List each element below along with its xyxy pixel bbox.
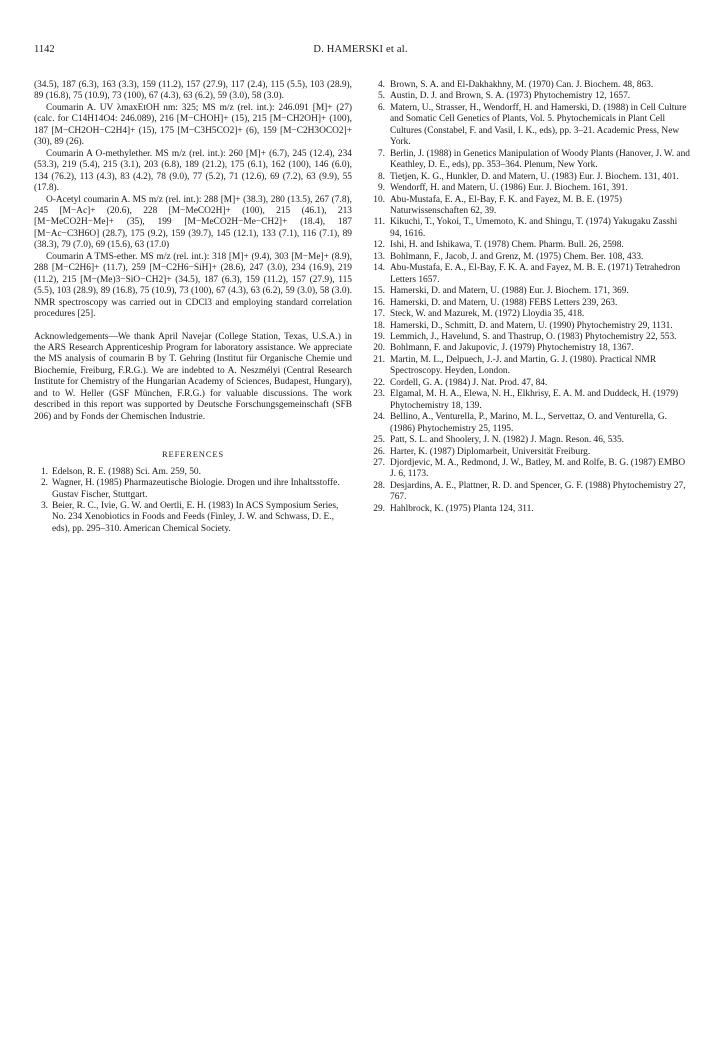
reference-text: Berlin, J. (1988) in Genetics Manipulation of Woody Plants (Hanover, J. W. and Keathley, D. E., eds), pp. 353–364. Plenum, New York. (390, 148, 690, 171)
reference-item (370, 240, 690, 251)
reference-item (370, 412, 690, 435)
reference-text: Edelson, R. E. (1988) Sci. Am. 259, 50. (52, 466, 201, 477)
reference-text: Bellino, A., Venturella, P., Marino, M. L., Servettaz, O. and Venturella, G. (1986) Phytochemistry 25, 1195. (390, 412, 667, 434)
reference-text: Lemmich, J., Havelund, S. and Thastrup, O. (1983) Phytochemistry 22, 553. (390, 331, 677, 342)
reference-text: Austin, D. J. and Brown, S. A. (1973) Phytochemistry 12, 1657. (390, 91, 631, 102)
reference-item (34, 478, 352, 501)
reference-item (370, 91, 690, 102)
reference-text: Hamerski, D. and Matern, U. (1988) Eur. J. Biochem. 171, 369. (390, 286, 629, 297)
reference-text: Matern, U., Strasser, H., Wendorff, H. and Hamerski, D. (1988) in Cell Culture and Somatic Cell Genetics of Plants, Vol. 5. Phytochemicals in Plant Cell Cultures (Constabel, F. and Vasil, I. K., eds), pp. 3–21. Academic Press, New York. (390, 102, 687, 148)
reference-number: 9. (377, 183, 385, 194)
reference-number: 11. (373, 217, 385, 228)
reference-item (370, 355, 690, 378)
reference-number: 28. (373, 480, 385, 491)
body-paragraph: O-Acetyl coumarin A. MS m/z (rel. int.): 288 [M]+ (38.3), 280 (13.5), 267 (7.8), 245 [M−Ac]+ (20.6), 228 [M−MeCO2H]+ (100), 215 (46.1), 213 [M−MeCO2H−Me]+ (35), 199 [M−MeCO2H−Me−CH2]+ (18.4), 187 [M−Ac−C3H6O] (28.7), 175 (9.2), 159 (39.7), 145 (12.1), 133 (7.1), 116 (7.1), 89 (38.3), 79 (7.0), 69 (15.6), 63 (17.0) (34, 194, 352, 251)
reference-item (370, 343, 690, 354)
reference-item (370, 309, 690, 320)
reference-number: 26. (373, 446, 385, 457)
reference-number: 20. (373, 343, 385, 354)
acknowledgements-paragraph: Acknowledgements—We thank April Navejar (College Station, Texas, U.S.A.) in the ARS Research Apprenticeship Program for laboratory assistance. We appreciate the MS analysis of coumarin B by T. Gehring (Institut für Organische Chemie und Biochemie, Freiburg, F.R.G.). We are indebted to A. Neszmélyi (Central Research Institute for Chemistry of the Hungarian Academy of Sciences, Budapest, Hungary), and to W. Heller (GSF München, F.R.G.) for valuable discussions. The work described in this report was supported by Deutsche Forschungsgemeinschaft (SFB 206) and by Fonds der Chemischen Industrie. (34, 331, 352, 422)
references-heading: REFERENCES (162, 449, 224, 460)
reference-item (370, 217, 690, 240)
reference-number: 25. (373, 435, 385, 446)
reference-text: Hamerski, D., Schmitt, D. and Matern, U. (1990) Phytochemistry 29, 1131. (390, 320, 673, 331)
reference-item (370, 172, 690, 183)
reference-number: 23. (373, 389, 385, 400)
reference-text: Wagner, H. (1985) Pharmazeutische Biologie. Drogen und ihre Inhaltsstoffe. Gustav Fischer, Stuttgart. (52, 478, 340, 500)
reference-item (34, 467, 352, 478)
reference-number: 16. (373, 297, 385, 308)
reference-item (370, 321, 690, 332)
reference-number: 24. (373, 412, 385, 423)
reference-text: Abu-Mustafa, E. A., El-Bay, F. K. and Fayez, M. B. E. (1975) Naturwissenschaften 62, 39. (390, 194, 622, 216)
reference-text: Beier, R. C., Ivie, G. W. and Oertli, E. H. (1983) In ACS Symposium Series, No. 234 Xenobiotics in Foods and Feeds (Finley, J. W. and Schwass, D. E., eds), pp. 295–310. American Chemical Society. (52, 500, 339, 534)
left-column (34, 80, 352, 535)
reference-item (370, 504, 690, 515)
reference-number: 15. (373, 286, 385, 297)
reference-number: 21. (373, 354, 385, 365)
reference-item (370, 263, 690, 286)
paragraph-spacer (34, 321, 352, 332)
body-paragraph: Coumarin A O-methylether. MS m/z (rel. int.): 260 [M]+ (6.7), 245 (12.4), 234 (53.3), 219 (5.4), 215 (3.1), 203 (6.8), 189 (21.2), 175 (6.1), 162 (100), 146 (6.0), 134 (76.2), 113 (4.3), 83 (4.2), 78 (9.0), 77 (5.2), 71 (12.6), 69 (7.2), 63 (9.9), 55 (17.8). (34, 148, 352, 194)
reference-text: Brown, S. A. and El-Dakhakhny, M. (1970) Can. J. Biochem. 48, 863. (390, 80, 654, 90)
reference-text: Hahlbrock, K. (1975) Planta 124, 311. (390, 503, 534, 514)
body-paragraph: Coumarin A. UV λmaxEtOH nm: 325; MS m/z (rel. int.): 246.091 [M]+ (27) (calc. for C14H14O4: 246.089), 216 [M−CHOH]+ (15), 215 [M−CH2OH]+ (100), 187 [M−CH2OH−C2H4]+ (15), 175 [M−C3H5CO2]+ (6), 159 [M−C2H3OCO2]+ (30), 89 (26). (34, 102, 352, 148)
reference-item (370, 286, 690, 297)
reference-item (370, 481, 690, 504)
reference-text: Patt, S. L. and Shoolery, J. N. (1982) J. Magn. Reson. 46, 535. (390, 435, 625, 446)
reference-text: Djordjevic, M. A., Redmond, J. W., Batley, M. and Rolfe, B. G. (1987) EMBO J. 6, 1173. (390, 457, 686, 480)
reference-text: Harter, K. (1987) Diplomarbeit, Universität Freiburg. (390, 446, 591, 457)
body-paragraph: Coumarin A TMS-ether. MS m/z (rel. int.): 318 [M]+ (9.4), 303 [M−Me]+ (8.9), 288 [M−C2H6]+ (11.7), 259 [M−C2H6−SiH]+ (28.6), 247 (3.0), 234 (16.9), 219 (11.2), 215 [M−(Me)3−SiO−CH2]+ (34.5), 187 (6.3), 159 (11.2), 157 (27.9), 115 (5.5), 103 (28.9), 89 (16.8), 75 (10.9), 73 (100), 67 (4.3), 63 (6.2), 59 (3.0), 58 (3.0). NMR spectroscopy was carried out in CDCl3 and employing standard correlation procedures [25]. (34, 251, 352, 320)
reference-item (370, 458, 690, 481)
reference-text: Desjardins, A. E., Plattner, R. D. and Spencer, G. F. (1988) Phytochemistry 27, 767. (390, 480, 686, 503)
reference-text: Kikuchi, T., Yokoi, T., Umemoto, K. and Shingu, T. (1974) Yakugaku Zasshi 94, 1616. (390, 217, 678, 239)
reference-number: 6. (377, 102, 385, 113)
reference-item (370, 252, 690, 263)
reference-item (370, 80, 690, 91)
reference-number: 14. (373, 263, 385, 274)
reference-number: 19. (373, 331, 385, 342)
reference-text: Abu-Mustafa, E. A., El-Bay, F. K. A. and Fayez, M. B. E. (1971) Tetrahedron Letters 1657. (390, 263, 681, 285)
reference-text: Bohlmann, F. and Jakupovic, J. (1979) Phytochemistry 18, 1367. (390, 343, 634, 354)
reference-number: 27. (373, 457, 385, 468)
reference-text: Tietjen, K. G., Hunkler, D. and Matern, U. (1983) Eur. J. Biochem. 131, 401. (390, 171, 679, 182)
body-paragraph: (34.5), 187 (6.3), 163 (3.3), 159 (11.2), 157 (27.9), 117 (2.4), 115 (5.5), 103 (28.9), 89 (16.8), 75 (10.9), 73 (100), 67 (4.3), 63 (6.2), 59 (3.0), 58 (3.0). (34, 80, 352, 102)
right-column (370, 80, 690, 515)
reference-number: 1. (40, 466, 48, 477)
reference-item (370, 195, 690, 218)
reference-text: Cordell, G. A. (1984) J. Nat. Prod. 47, 84. (390, 377, 548, 388)
reference-item (34, 501, 352, 535)
reference-text: Bohlmann, F., Jacob, J. and Grenz, M. (1975) Chem. Ber. 108, 433. (390, 251, 644, 262)
reference-number: 5. (377, 91, 385, 102)
reference-number: 22. (373, 377, 385, 388)
reference-item (370, 435, 690, 446)
reference-number: 8. (377, 171, 385, 182)
reference-item (370, 103, 690, 149)
reference-item (370, 298, 690, 309)
reference-item (370, 149, 690, 172)
reference-number: 2. (40, 478, 48, 489)
reference-item (370, 447, 690, 458)
page-number: 1142 (34, 44, 55, 55)
reference-number: 3. (40, 500, 48, 511)
reference-item (370, 332, 690, 343)
reference-item (370, 378, 690, 389)
reference-text: Ishi, H. and Ishikawa, T. (1978) Chem. Pharm. Bull. 26, 2598. (390, 240, 624, 251)
reference-text: Wendorff, H. and Matern, U. (1986) Eur. J. Biochem. 161, 391. (390, 183, 628, 194)
reference-number: 7. (377, 148, 385, 159)
reference-text: Elgamal, M. H. A., Elewa, N. H., Elkhrisy, E. A. M. and Duddeck, H. (1979) Phytochemistry 18, 139. (390, 389, 679, 411)
reference-number: 10. (373, 194, 385, 205)
reference-text: Hamerski, D. and Matern, U. (1988) FEBS Letters 239, 263. (390, 297, 618, 308)
reference-number: 29. (373, 503, 385, 514)
reference-text: Steck, W. and Mazurek, M. (1972) Lloydia 35, 418. (390, 309, 585, 320)
reference-number: 13. (373, 251, 385, 262)
reference-number: 18. (373, 320, 385, 331)
reference-item (370, 183, 690, 194)
running-head: D. HAMERSKI et al. (313, 44, 408, 55)
reference-text: Martin, M. L., Delpuech, J.-J. and Martin, G. J. (1980). Practical NMR Spectroscopy. Heyden, London. (390, 354, 657, 377)
reference-number: 4. (377, 80, 385, 90)
reference-number: 17. (373, 309, 385, 320)
reference-item (370, 389, 690, 412)
reference-number: 12. (373, 240, 385, 251)
